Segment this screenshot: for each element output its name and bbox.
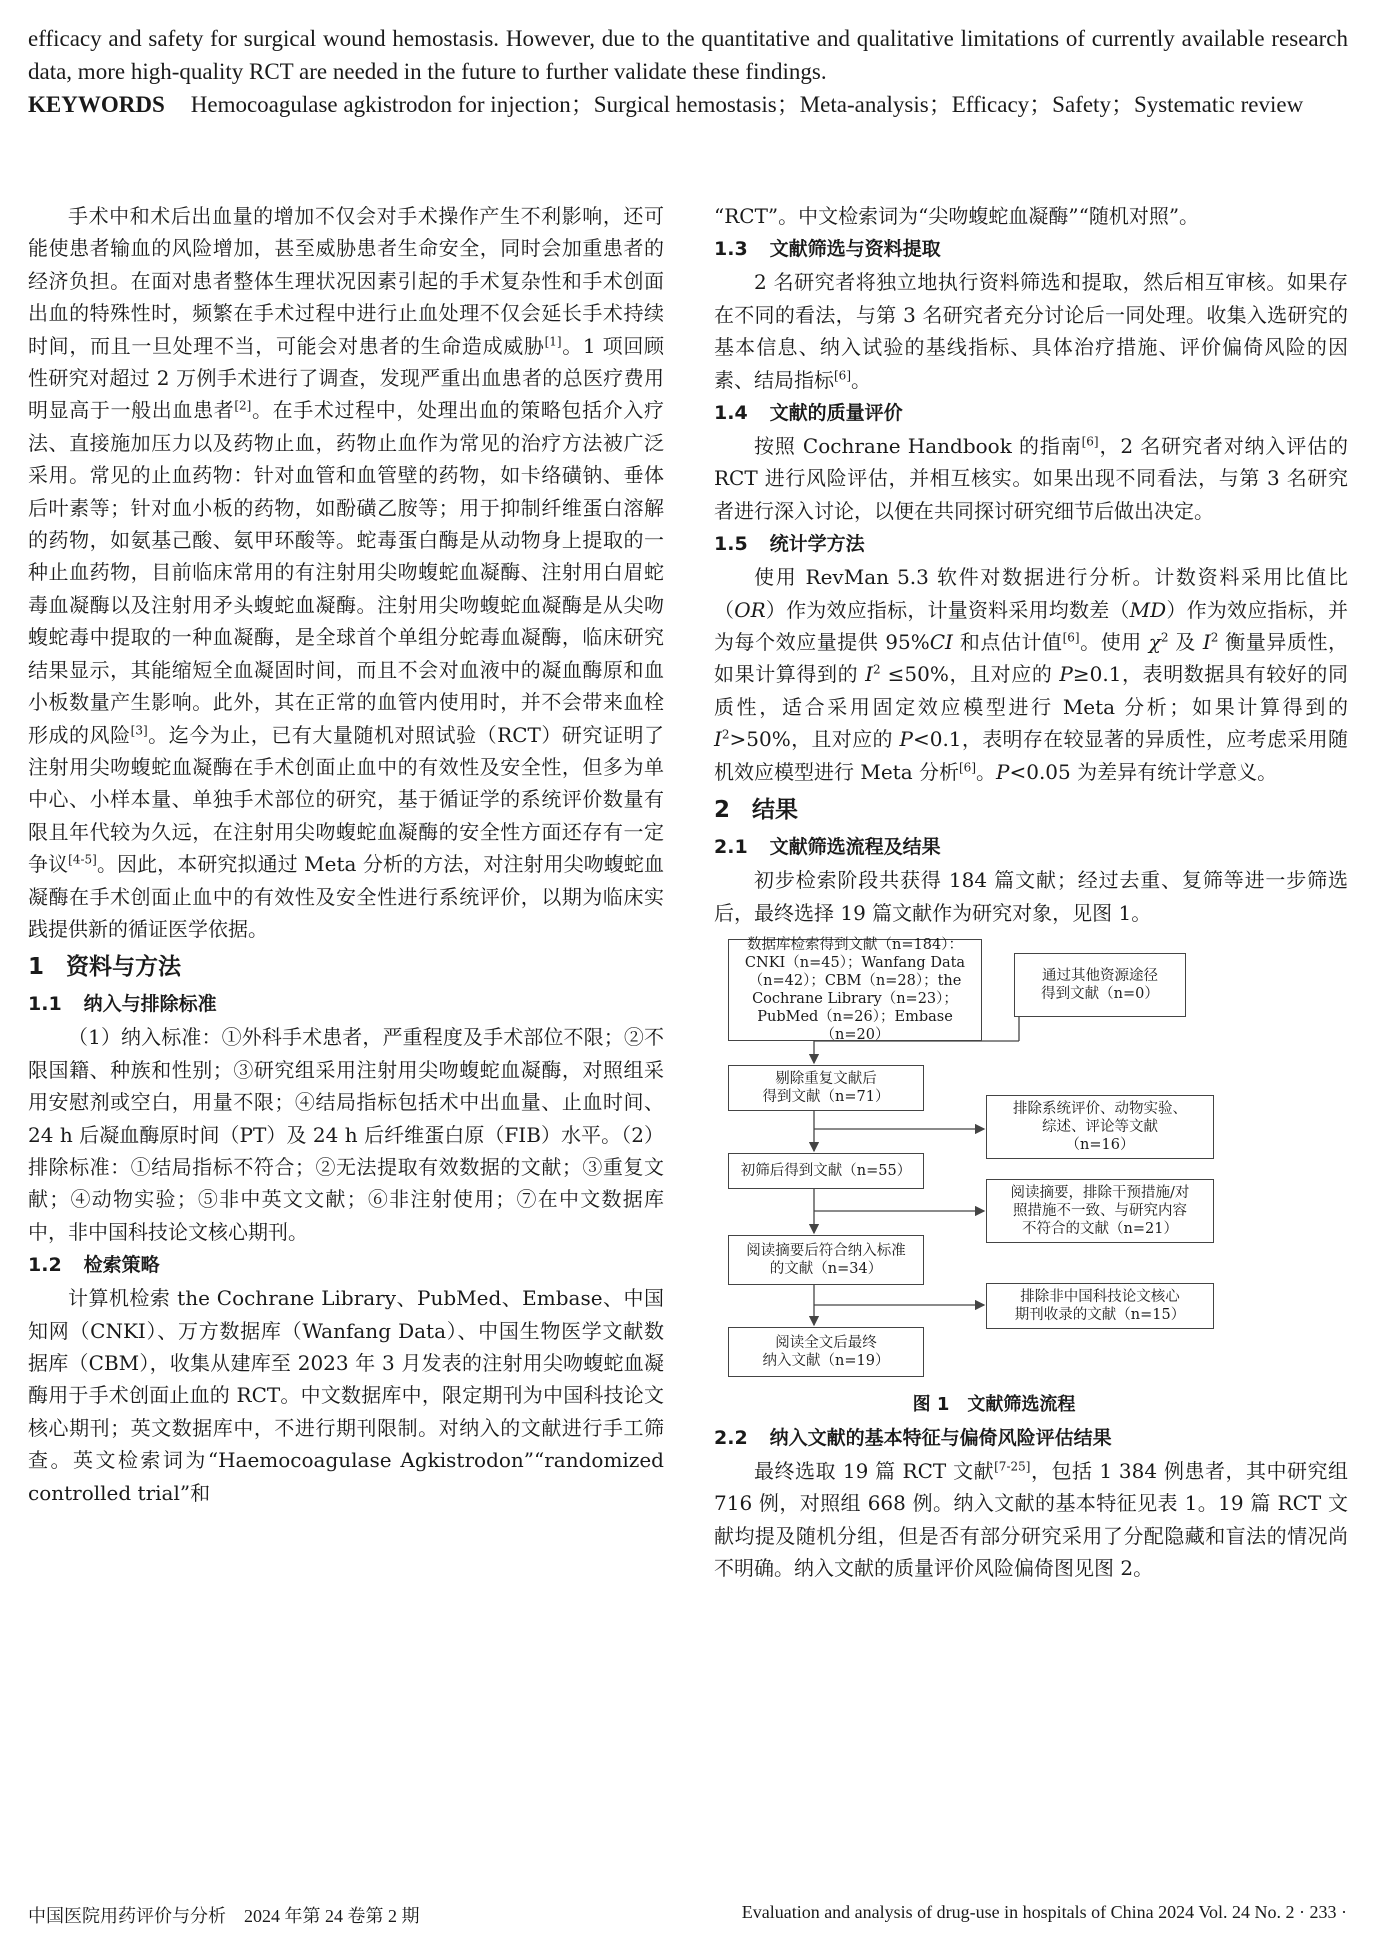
italic-term: I [1202,630,1211,655]
figure-title: 文献筛选流程 [967,1393,1076,1415]
section-number: 1.1 [28,993,62,1016]
superscript: 2 [1160,630,1169,645]
box-line: （n=16） [1065,1136,1135,1153]
section-title: 文献筛选流程及结果 [769,836,941,859]
footer-journal-cn: 中国医院用药评价与分析 2024 年第 24 卷第 2 期 [28,1906,420,1926]
box-exclusion-1 [986,1095,1214,1159]
superscript: 2 [721,727,730,742]
box-line: 综述、评论等文献 [1042,1118,1158,1135]
section-heading-2-1 [714,830,1348,864]
section-heading-2 [714,792,1348,828]
section-number: 1.4 [714,402,748,425]
paragraph-text: 按照 Cochrane Handbook 的指南 [754,434,1082,459]
intro-text: 。因此，本研究拟通过 Meta 分析的方法，对注射用尖吻蝮蛇血凝酶在手术创面止血中的有效性及安全性进行系统评价，以期为临床实践提供新的循证医学依据。 [28,852,665,941]
paragraph-text: >50%，且对应的 [729,727,900,752]
paragraph-text: 。使用 [1079,630,1149,655]
intro-paragraph [28,200,664,945]
section-number: 1.5 [714,533,748,556]
box-initial-screening [728,1153,924,1189]
superscript: 2 [1210,630,1219,645]
section-number: 1.2 [28,1254,62,1277]
box-line: 排除非中国科技论文核心 [1020,1288,1180,1305]
italic-term: P [899,727,913,752]
box-line: 纳入文献（n=19） [762,1352,890,1369]
box-other-sources [1014,953,1186,1017]
section-number: 2.1 [714,836,748,859]
section-heading-1-4 [714,396,1348,430]
box-line: 阅读全文后最终 [775,1334,877,1351]
citation-7-25[interactable]: [7-25] [994,1459,1031,1474]
section-title: 文献的质量评价 [769,402,903,425]
paragraph-text: 。 [851,367,871,392]
box-deduplicated [728,1065,924,1111]
keywords-label: KEYWORDS [28,92,165,117]
figure-number: 图 1 [912,1393,950,1415]
paragraph-text: ≤50%，且对应的 [880,662,1060,687]
section-title: 纳入文献的基本特征与偏倚风险评估结果 [769,1426,1112,1449]
paragraph-text: 及 [1168,630,1203,655]
intro-text: 。1 项回顾性研究对超过 2 万例手术进行了调查，发现严重出血患者的总医疗费用明显高于一般出血患者 [28,333,664,423]
intro-text: 手术中和术后出血量的增加不仅会对手术操作产生不利影响，还可能使患者输血的风险增加，甚至威胁患者生命安全，同时会加重患者的经济负担。在面对患者整体生理状况因素引起的手术复杂性和手术创面出血的特殊性时，频繁在手术过程中进行止血处理不仅会延长手术持续时间，而且一旦处理不当，可能会对患者的生命造成威胁 [28,204,664,358]
quality-paragraph [714,430,1348,527]
box-line: CNKI（n=45）；Wanfang Data [744,954,966,971]
figure-1-flowchart [714,936,1348,1421]
citation-6[interactable]: [6] [1062,630,1080,645]
section-number: 1 [28,954,45,981]
citation-6[interactable]: [6] [834,367,851,382]
italic-term: OR [734,597,766,622]
paragraph-text: ≥0.1，表明数据具有较好的同质性，适合采用固定效应模型进行 Meta 分析；如果计算得到的 [714,662,1348,719]
characteristics-paragraph [714,1455,1348,1585]
box-line: 排除系统评价、动物实验、 [1013,1100,1187,1117]
box-line: Cochrane Library（n=23）； [752,990,958,1007]
criteria-paragraph: （1）纳入标准：①外科手术患者，严重程度及手术部位不限；②不限国籍、种族和性别；③研究组采用注射用尖吻蝮蛇血凝酶，对照组采用安慰剂或空白，用量不限；④结局指标包括术中出血量、止血时间、24 h 后凝血酶原时间（PT）及 24 h 后纤维蛋白原（FIB）水平。（2）排除标准：①结局指标不符合；②无法提取有效数据的文献；③重复文献；④动物实验；⑤非中英文文献；⑥非注射使用；⑦在中文数据库中，非中国科技论文核心期刊。 [28,1025,664,1244]
box-line: 剔除重复文献后 [775,1070,877,1087]
abstract-conclusion [28,22,1348,121]
citation-2[interactable]: [2] [234,398,252,413]
box-line: 阅读摘要，排除干预措施/对 [1010,1184,1190,1201]
section-title: 文献筛选与资料提取 [769,238,941,261]
citation-6[interactable]: [6] [1081,434,1099,449]
box-line: 数据库检索得到文献（n=184）： [747,936,963,953]
search-strategy-paragraph: 计算机检索 the Cochrane Library、PubMed、Embase、中国知网（CNKI）、万方数据库（Wanfang Data）、中国生物医学文献数据库（CBM），收集从建库至 2023 年 3 月发表的注射用尖吻蝮蛇血凝酶用于手术创面止血的 RCT。中文数据库中，限定期刊为中国科技论文核心期刊；英文数据库中，不进行期刊限制。对纳入的文献进行手工筛查。英文检索词为“Haemocoagulase Agkistrodon”“randomized controlled trial”和 [28,1286,664,1505]
section-title: 检索策略 [83,1254,160,1277]
section-title: 统计学方法 [769,533,865,556]
right-column [714,200,1348,1585]
paragraph-text: <0.1，表明存在较显著的异质性，应考虑采用随机效应模型进行 Meta 分析 [714,727,1348,784]
section-number: 2.2 [714,1426,748,1449]
citation-6[interactable]: [6] [959,760,976,775]
box-line: 通过其他资源途径 [1042,967,1158,984]
paragraph-text: ，2 名研究者对纳入评估的 RCT 进行风险评估，并相互核实。如果出现不同看法，与第 3 名研究者进行深入讨论，以便在共同探讨研究细节后做出决定。 [714,434,1348,523]
screening-results-paragraph: 初步检索阶段共获得 184 篇文献；经过去重、复筛等进一步筛选后，最终选择 19 篇文献作为研究对象，见图 1。 [714,868,1348,925]
citation-3[interactable]: [3] [130,722,148,737]
search-strategy-continued: “RCT”。中文检索词为“尖吻蝮蛇血凝酶”“随机对照”。 [714,204,1200,228]
italic-term: P [1059,662,1073,687]
section-heading-2-2 [714,1421,1348,1455]
figure-caption [714,1389,1274,1421]
section-heading-1-3 [714,232,1348,266]
box-final-inclusion [728,1327,924,1377]
paragraph-text: 衡量异质性，如果计算得到的 [714,630,1349,687]
section-title: 资料与方法 [66,954,182,981]
box-line: 的文献（n=34） [769,1260,883,1277]
box-line: 期刊收录的文献（n=15） [1014,1306,1186,1323]
section-heading-1-2 [28,1248,664,1282]
paragraph-text: 和点估计值 [952,630,1063,655]
abstract-conclusion-text: efficacy and safety for surgical wound hemostasis. However, due to the quantitative and qualitative limitations of currently available research data, more high-quality RCT are needed in the future to further validate these findings. [28,26,1348,84]
citation-4-5[interactable]: [4-5] [68,852,97,867]
box-abstract-review [728,1235,924,1285]
intro-text: 。迄今为止，已有大量随机对照试验（RCT）研究证明了注射用尖吻蝮蛇血凝酶在手术创面止血中的有效性及安全性，但多为单中心、小样本量、单独手术部位的研究，基于循证学的系统评价数量有限且年代较为久远，在注射用尖吻蝮蛇血凝酶的安全性方面还存有一定争议 [28,722,665,877]
italic-term: I [865,662,874,687]
paragraph-text: ）作为效应指标，计量资料采用均数差（ [765,597,1130,622]
paragraph-text: 最终选取 19 篇 RCT 文献 [754,1458,995,1483]
section-heading-1-5 [714,527,1348,561]
section-title: 结果 [752,797,799,824]
italic-term: MD [1129,597,1167,622]
paragraph-text: 。 [976,759,996,784]
box-line: 得到文献（n=71） [762,1088,890,1105]
citation-1[interactable]: [1] [544,333,562,348]
section-heading-1 [28,949,664,985]
italic-term: P [996,759,1010,784]
statistics-paragraph [714,561,1348,788]
paragraph-text: 2 名研究者将独立地执行资料筛选和提取，然后相互审核。如果存在不同的看法，与第 3 名研究者充分讨论后一同处理。收集入选研究的基本信息、纳入试验的基线指标、具体治疗措施、评价偏倚风险的因素、结局指标 [714,270,1348,392]
paragraph-text: 使用 RevMan 5.3 软件对数据进行分析。计数资料采用比值比（ [714,565,1348,622]
section-title: 纳入与排除标准 [83,993,217,1016]
box-line: 照措施不一致、与研究内容 [1012,1202,1187,1219]
box-line: 初筛后得到文献（n=55） [740,1162,912,1179]
section-number: 2 [714,797,731,824]
italic-term: χ [1148,630,1161,655]
superscript: 2 [873,662,881,677]
left-column [28,200,664,1509]
intro-text: 。在手术过程中，处理出血的策略包括介入疗法、直接施加压力以及药物止血，药物止血作为常见的治疗方法被广泛采用。常见的止血药物：针对血管和血管壁的药物，如卡络磺钠、垂体后叶素等；针对血小板的药物，如酚磺乙胺等；用于抑制纤维蛋白溶解的药物，如氨基己酸、氨甲环酸等。蛇毒蛋白酶是从动物身上提取的一种止血药物，目前临床常用的有注射用尖吻蝮蛇血凝酶、注射用白眉蛇毒血凝酶以及注射用矛头蝮蛇血凝酶。注射用尖吻蝮蛇血凝酶是从尖吻蝮蛇毒中提取的一种血凝酶，是全球首个单组分蛇毒血凝酶，临床研究结果显示，其能缩短全血凝固时间，而且不会对血液中的凝血酶原和血小板数量产生影响。此外，其在正常的血管内使用时，并不会带来血栓形成的风险 [28,398,665,747]
section-number: 1.3 [714,238,748,261]
section-heading-1-1 [28,987,664,1021]
paragraph-text: <0.05 为差异有统计学意义。 [1009,759,1278,784]
screening-paragraph [714,266,1348,396]
box-line: 阅读摘要后符合纳入标准 [746,1242,906,1259]
paragraph-text: ，包括 1 384 例患者，其中研究组 716 例，对照组 668 例。纳入文献的基本特征见表 1。19 篇 RCT 文献均提及随机分组，但是否有部分研究采用了分配隐藏和盲法的情况尚不明确。纳入文献的质量评价风险偏倚图见图 2。 [714,1458,1348,1581]
box-exclusion-3 [986,1283,1214,1329]
box-database-search [728,936,982,1043]
italic-term: I [714,727,722,752]
box-line: 得到文献（n=0） [1041,985,1159,1002]
box-line: 不符合的文献（n=21） [1022,1220,1178,1237]
keywords-text: Hemocoagulase agkistrodon for injection；Surgical hemostasis；Meta-analysis；Efficacy；Safety；Systematic review [190,92,1304,117]
footer-journal-en: Evaluation and analysis of drug-use in hospitals of China 2024 Vol. 24 No. 2 · 233 · [741,1902,1347,1922]
box-line: （n=42）；CBM（n=28）；the [748,972,962,989]
italic-term: CI [929,630,953,655]
box-exclusion-2 [986,1179,1214,1243]
box-line: PubMed（n=26）；Embase（n=20） [757,1008,953,1043]
paragraph-text: ）作为效应指标，并为每个效应量提供 95% [714,597,1349,655]
